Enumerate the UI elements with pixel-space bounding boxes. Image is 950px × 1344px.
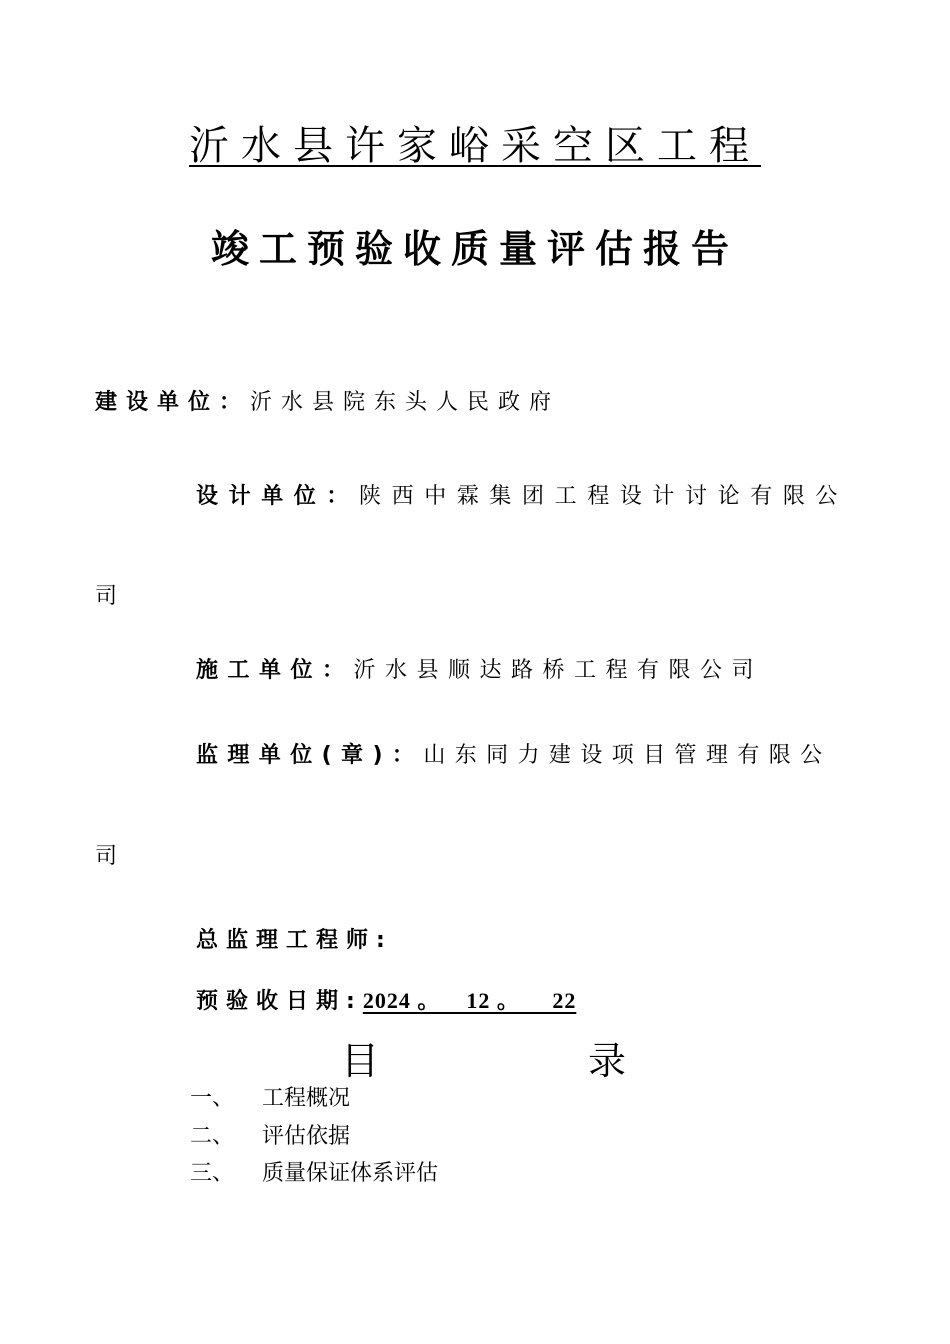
date-row — [196, 986, 576, 1017]
toc-item[interactable] — [190, 1159, 438, 1189]
owner-unit-row — [95, 388, 560, 418]
supervisor-unit-row — [196, 741, 832, 771]
constructor-unit-row — [196, 656, 763, 686]
supervisor-unit-value: 山东同力建设项目管理有限公 — [423, 743, 832, 768]
toc-item-text: 评估依据 — [262, 1124, 351, 1149]
toc-title-right: 录 — [588, 1039, 627, 1083]
owner-unit-value: 沂水县院东头人民政府 — [250, 390, 561, 415]
toc-item[interactable] — [190, 1122, 350, 1152]
designer-unit-label: 设计单位： — [196, 484, 360, 509]
constructor-unit-value: 沂水县顺达路桥工程有限公司 — [353, 658, 764, 683]
toc-item-text: 质量保证体系评估 — [262, 1161, 439, 1186]
title-line-1-text: 沂水县许家峪采空区工程 — [189, 123, 761, 169]
designer-unit-wrap: 司 — [95, 584, 118, 609]
toc-item[interactable] — [190, 1084, 350, 1114]
chief-engineer-label: 总监理工程师: — [196, 928, 393, 953]
date-label: 预验收日期: — [196, 989, 363, 1014]
designer-unit-value: 陕西中霖集团工程设计讨论有限公 — [359, 484, 849, 509]
owner-unit-label: 建设单位： — [95, 390, 251, 415]
toc-item-number: 二、 — [190, 1124, 235, 1149]
document-title-line-1 — [0, 118, 950, 174]
supervisor-unit-label: 监理单位(章)： — [196, 743, 424, 768]
toc-item-number: 一、 — [190, 1086, 235, 1111]
document-title-line-2: 竣工预验收质量评估报告 — [210, 227, 739, 271]
supervisor-unit-wrap: 司 — [95, 844, 118, 869]
chief-engineer-row — [196, 926, 393, 956]
toc-title-left: 目 — [341, 1039, 380, 1083]
date-value: 2024 。 12 。 22 — [362, 988, 577, 1013]
constructor-unit-label: 施工单位： — [196, 658, 354, 683]
designer-unit-row — [196, 482, 848, 512]
toc-item-text: 工程概况 — [262, 1086, 351, 1111]
toc-item-number: 三、 — [190, 1161, 235, 1186]
